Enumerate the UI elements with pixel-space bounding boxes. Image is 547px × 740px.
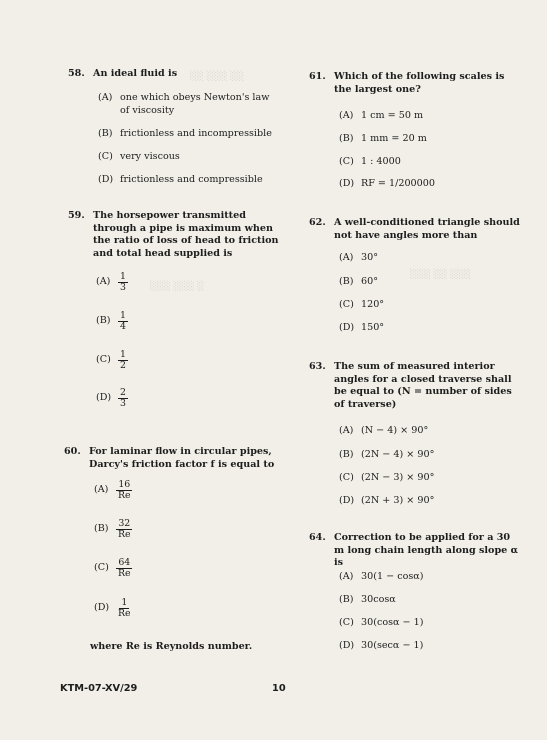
- page-number: 10: [272, 683, 286, 694]
- option-text: 30cosα: [361, 594, 396, 605]
- option-text: 150°: [361, 322, 385, 333]
- question-62: [309, 217, 521, 242]
- option-60-a: [94, 480, 133, 501]
- denominator: 4: [120, 321, 126, 332]
- option-label: (D): [339, 495, 355, 506]
- option-label: (B): [94, 523, 109, 535]
- option-text: RF = 1/200000: [361, 178, 435, 189]
- option-63-c: [339, 472, 434, 485]
- option-label: (B): [98, 128, 113, 139]
- numerator: 16: [118, 479, 131, 490]
- question-stem: For laminar flow in circular pipes, Darcy's friction factor f is equal to: [89, 446, 275, 470]
- option-62-d: [339, 322, 384, 335]
- option-59-a: [96, 272, 128, 293]
- option-58-a: [98, 92, 278, 117]
- numerator: 1: [120, 310, 126, 321]
- option-61-c: [339, 156, 401, 169]
- denominator: Re: [118, 568, 131, 579]
- fraction: [116, 480, 133, 501]
- option-text: 120°: [361, 299, 385, 310]
- numerator: 1: [120, 271, 126, 282]
- question-64: [309, 532, 521, 570]
- fraction: [116, 598, 133, 619]
- option-text: 60°: [361, 276, 379, 287]
- bleed-through: ░░░ ░░ ░░░: [410, 270, 472, 280]
- option-text: 30(1 − cosα): [361, 571, 424, 582]
- option-label: (A): [98, 92, 113, 103]
- option-label: (A): [339, 571, 354, 582]
- option-label: (C): [339, 299, 354, 310]
- question-stem: A well-conditioned triangle should not have angles more than: [334, 217, 520, 241]
- question-63: [309, 361, 519, 411]
- fraction: [118, 350, 128, 371]
- option-62-a: [339, 252, 378, 265]
- denominator: 3: [120, 282, 126, 293]
- option-label: (C): [339, 472, 354, 483]
- option-text: (2N − 3) × 90°: [361, 472, 435, 483]
- option-61-b: [339, 133, 427, 146]
- denominator: Re: [118, 608, 131, 619]
- fraction: [116, 519, 133, 540]
- option-label: (A): [339, 110, 354, 121]
- question-stem: Which of the following scales is the largest one?: [334, 71, 505, 95]
- option-text: 1 cm = 50 m: [361, 110, 424, 121]
- denominator: Re: [118, 529, 131, 540]
- option-59-d: [96, 388, 128, 409]
- question-number: 59.: [68, 210, 85, 221]
- option-64-d: [339, 640, 423, 653]
- question-stem: An ideal fluid is: [93, 68, 178, 79]
- option-59-b: [96, 311, 128, 332]
- denominator: 3: [120, 398, 126, 409]
- question-61: [309, 71, 521, 96]
- option-label: (B): [339, 133, 354, 144]
- question-number: 58.: [68, 68, 85, 79]
- option-text: (N − 4) × 90°: [361, 425, 429, 436]
- option-59-c: [96, 350, 128, 371]
- option-label: (B): [339, 276, 354, 287]
- question-58: [68, 68, 290, 81]
- option-61-a: [339, 110, 423, 123]
- option-text: (2N + 3) × 90°: [361, 495, 435, 506]
- option-60-c: [94, 558, 133, 579]
- question-number: 60.: [64, 446, 81, 457]
- booklet-code: KTM-07-XV/29: [60, 683, 138, 694]
- option-label: (B): [339, 594, 354, 605]
- question-60: [64, 446, 276, 471]
- option-label: (D): [98, 174, 114, 185]
- option-text: 30°: [361, 252, 379, 263]
- option-64-b: [339, 594, 396, 607]
- option-label: (C): [98, 151, 113, 162]
- option-label: (D): [339, 178, 355, 189]
- question-number: 64.: [309, 532, 326, 543]
- option-text: 30(secα − 1): [361, 640, 424, 651]
- numerator: 1: [120, 349, 126, 360]
- option-text: 30(cosα − 1): [361, 617, 424, 628]
- option-label: (C): [94, 562, 109, 574]
- option-label: (D): [339, 640, 355, 651]
- option-text: (2N − 4) × 90°: [361, 449, 435, 460]
- question-59: [68, 210, 280, 260]
- option-label: (C): [339, 617, 354, 628]
- option-60-b: [94, 519, 133, 540]
- option-62-b: [339, 276, 378, 289]
- option-text: frictionless and incompressible: [120, 128, 272, 139]
- option-label: (D): [339, 322, 355, 333]
- fraction: [118, 311, 128, 332]
- question-number: 63.: [309, 361, 326, 372]
- denominator: 2: [120, 360, 126, 371]
- option-label: (D): [96, 392, 112, 404]
- option-text: 1 mm = 20 m: [361, 133, 427, 144]
- fraction: [116, 558, 133, 579]
- numerator: 64: [118, 557, 131, 568]
- option-61-d: [339, 178, 435, 191]
- option-58-d: [98, 174, 263, 187]
- option-58-b: [98, 128, 272, 141]
- option-label: (A): [94, 484, 109, 496]
- option-label: (B): [339, 449, 354, 460]
- fraction: [118, 388, 128, 409]
- numerator: 2: [120, 387, 126, 398]
- bleed-through: ░░ ░░░ ░░: [190, 72, 245, 82]
- question-stem: The horsepower transmitted through a pipe is maximum when the ratio of loss of head to friction and total head supplied is: [93, 210, 279, 259]
- question-note: where Re is Reynolds number.: [90, 641, 253, 652]
- option-58-c: [98, 151, 180, 164]
- option-label: (C): [339, 156, 354, 167]
- option-text: very viscous: [120, 151, 180, 162]
- numerator: 1: [121, 597, 128, 608]
- option-text: one which obeys Newton's law of viscosity: [120, 92, 270, 116]
- numerator: 32: [118, 518, 131, 529]
- option-text: frictionless and compressible: [120, 174, 263, 185]
- option-64-c: [339, 617, 424, 630]
- question-stem: The sum of measured interior angles for a closed traverse shall be equal to (N = number of sides of traverse): [334, 361, 512, 410]
- option-63-d: [339, 495, 434, 508]
- option-62-c: [339, 299, 384, 312]
- option-60-d: [94, 598, 133, 619]
- bleed-through: ░░░ ░░░ ░: [150, 282, 205, 292]
- fraction: [118, 272, 128, 293]
- option-label: (A): [339, 425, 354, 436]
- question-number: 62.: [309, 217, 326, 228]
- option-64-a: [339, 571, 424, 584]
- question-number: 61.: [309, 71, 326, 82]
- option-text: 1 : 4000: [361, 156, 401, 167]
- option-63-b: [339, 449, 434, 462]
- option-label: (A): [96, 276, 111, 288]
- option-63-a: [339, 425, 428, 438]
- option-label: (D): [94, 602, 110, 614]
- denominator: Re: [118, 490, 131, 501]
- question-stem: Correction to be applied for a 30 m long chain length along slope α is: [334, 532, 518, 568]
- option-label: (C): [96, 354, 111, 366]
- option-label: (A): [339, 252, 354, 263]
- option-label: (B): [96, 315, 111, 327]
